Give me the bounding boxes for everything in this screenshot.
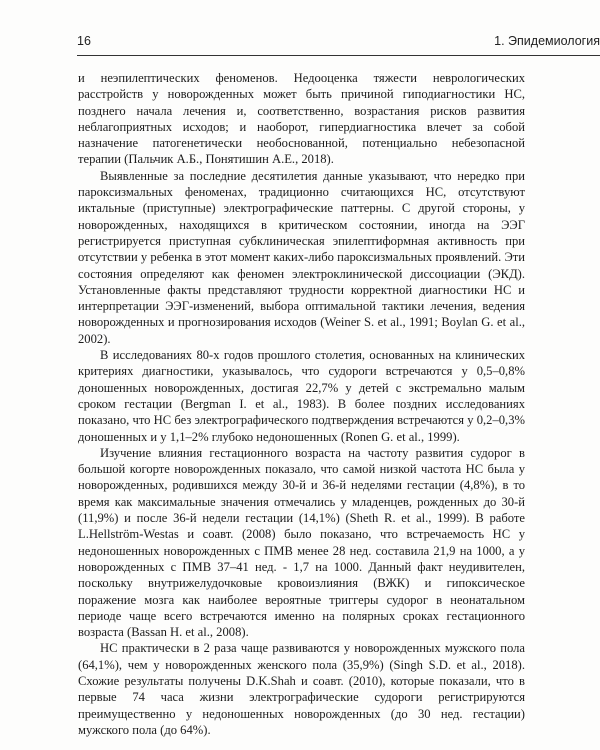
- page-number: 16: [77, 34, 91, 48]
- body-text: [78, 70, 525, 738]
- running-header: [77, 34, 600, 52]
- header-rule: [77, 55, 600, 56]
- paragraph-3: В исследованиях 80-х годов прошлого столетия, основанных на клинических критериях диагностики, указывалось, что судороги встречаются у 0,5–0,8% доношенных новорожденных, достигая 22,7% у детей с экстремально малым сроком гестации (Bergman I. et al., 1983). В более поздних исследованиях показано, что НС без электрографического подтверждения встречаются у 0,2–0,3% доношенных и у 1,1–2% глубоко недоношенных (Ronen G. et al., 1999).: [78, 348, 525, 444]
- paragraph-1: и неэпилептических феноменов. Недооценка тяжести неврологических расстройств у новорожденных может быть причиной гиподиагностики НС, позднего начала лечения и, соответственно, возрастания рисков развития неблагоприятных исходов; и наоборот, гипердиагностика влечет за собой назначение патогенетически необоснованной, потенциально небезопасной терапии (Пальчик А.Б., Понятишин А.Е., 2018).: [78, 71, 525, 167]
- chapter-title: 1. Эпидемиология: [494, 34, 600, 48]
- paragraph-4: Изучение влияния гестационного возраста на частоту развития судорог в большой когорте новорожденных показало, что самой низкой частота НС была у новорожденных, родившихся между 30-й и 36-й неделями гестации (4,8%), в то время как максимальные значения отмечались у младенцев, рожденных до 30-й (11,9%) и после 36-й недели гестации (14,1%) (Sheth R. et al., 1999). В работе L.Hellström-Westas и соавт. (2008) было показано, что встречаемость НС у недоношенных новорожденных с ПМВ менее 28 нед. составила 21,9 на 1000, а у новорожденных с ПМВ 37–41 нед. - 1,7 на 1000. Данный факт неудивителен, поскольку внутрижелудочковые кровоизлияния (ВЖК) и гипоксическое поражение мозга как наиболее вероятные триггеры судорог в неонатальном периоде чаще всего встречаются именно на полярных сроках гестационного возраста (Bassan H. et al., 2008).: [78, 445, 525, 640]
- paragraph-5: НС практически в 2 раза чаще развиваются у новорожденных мужского пола (64,1%), чем у новорожденных женского пола (35,9%) (Singh S.D. et al., 2018). Схожие результаты получены D.K.Shah и соавт. (2010), которые показали, что в первые 74 часа жизни электрографические судороги регистрируются преимущественно у недоношенных новорожденных (до 30 нед. гестации) мужского пола (до 64%).: [78, 641, 525, 737]
- paragraph-2: Выявленные за последние десятилетия данные указывают, что нередко при пароксизмальных феноменах, традиционно считающихся НС, отсутствуют иктальные (приступные) электрографические паттерны. С другой стороны, у новорожденных, находящихся в критическом состоянии, иногда на ЭЭГ регистрируется приступная субклиническая эпилептиформная активность при отсутствии у ребенка в этот момент каких-либо пароксизмальных проявлений. Эти состояния определяют как феномен электроклинической диссоциации (ЭКД). Установленные факты представляют трудности корректной диагностики НС и интерпретации ЭЭГ-изменений, выбора оптимальной тактики лечения, ведения новорожденных и прогнозирования исходов (Weiner S. et al., 1991; Boylan G. et al., 2002).: [78, 168, 525, 346]
